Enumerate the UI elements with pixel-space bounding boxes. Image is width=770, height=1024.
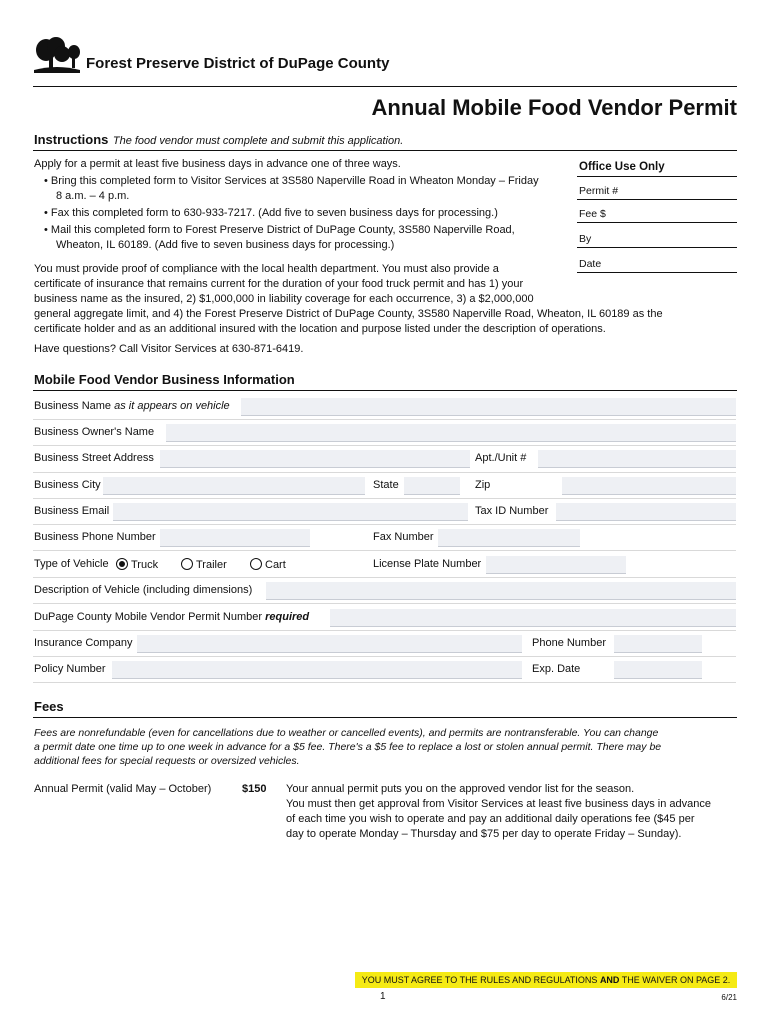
email-label: Business Email xyxy=(34,505,110,517)
vehicle-radio-trailer[interactable]: Trailer xyxy=(181,558,227,571)
tree-logo-icon xyxy=(32,36,82,76)
business-heading: Mobile Food Vendor Business Information xyxy=(34,372,295,387)
bullet-mail: • Mail this completed form to Forest Preserve District of DuPage County, 3S580 Naperville Road, xyxy=(44,224,515,236)
owner-name-label: Business Owner's Name xyxy=(34,426,155,438)
page-number: 1 xyxy=(380,991,386,1002)
instructions-heading: Instructions xyxy=(34,132,109,147)
radio-checked-icon xyxy=(116,558,128,570)
office-permit-field: Permit # xyxy=(577,177,737,200)
zip-label: Zip xyxy=(475,479,491,491)
insurance-phone-input[interactable] xyxy=(614,635,702,653)
insurance-paragraph: You must provide proof of compliance with the local health department. You must also provide a certificate of insurance that remains current for the duration of your food truck permit and has 1) your business name as the insured, 2) $1,000,000 in liability coverage for each occurrence, 3) a $2,000,000 general aggregate limit, and 4) the Forest Preserve District of DuPage County, 3S580 Naperville Road, Wheaton, IL 60189 as the certificate holder and as an additional insured with the location and purpose listed under the description of operations. Have questions? Call Visitor Services at 630-871-6419. xyxy=(34,262,734,357)
page-title: Annual Mobile Food Vendor Permit xyxy=(371,95,737,120)
state-label: State xyxy=(373,479,399,491)
office-use-box xyxy=(577,157,737,273)
annual-permit-description: Your annual permit puts you on the approved vendor list for the season. You must then get approval from Visitor Services at least five business days in advance of each time you wish to operate and pay an additional daily operations fee ($45 per day to operate Monday – Thursday and $75 per day to operate Friday – Sunday). xyxy=(286,783,711,840)
vehicle-type-label: Type of Vehicle xyxy=(34,558,109,570)
fax-input[interactable] xyxy=(438,529,580,547)
business-rule xyxy=(33,390,737,391)
instructions-body xyxy=(34,157,594,253)
business-name-input[interactable] xyxy=(241,398,736,416)
zip-input[interactable] xyxy=(562,477,736,495)
fees-rule xyxy=(33,717,737,718)
instructions-intro: Apply for a permit at least five business days in advance one of three ways. xyxy=(34,158,401,170)
agreement-notice: YOU MUST AGREE TO THE RULES AND REGULATIONS AND THE WAIVER ON PAGE 2. xyxy=(355,972,737,988)
exp-date-input[interactable] xyxy=(614,661,702,679)
license-plate-input[interactable] xyxy=(486,556,626,574)
instructions-rule xyxy=(33,150,737,151)
vehicle-description-input[interactable] xyxy=(266,582,736,600)
vehicle-description-label: Description of Vehicle (including dimensions) xyxy=(34,584,253,596)
county-permit-input[interactable] xyxy=(330,609,736,627)
fees-note: Fees are nonrefundable (even for cancellations due to weather or cancelled events), and permits are nontransferable. You can change a permit date one time up to one week in advance for a $5 fee. There's a $5 fee to replace a lost or stolen annual permit. There may be additional fees for special requests or oversized vehicles. xyxy=(34,727,662,767)
radio-icon xyxy=(250,558,262,570)
bullet-fax: • Fax this completed form to 630-933-7217. (Add five to seven business days for processing.) xyxy=(44,207,498,219)
bullet-visit-cont: 8 a.m. – 4 p.m. xyxy=(56,190,130,202)
policy-number-input[interactable] xyxy=(112,661,522,679)
tax-id-label: Tax ID Number xyxy=(475,505,549,517)
phone-label: Business Phone Number xyxy=(34,531,156,543)
office-date-field: Date xyxy=(577,248,737,273)
street-address-input[interactable] xyxy=(160,450,470,468)
business-name-label: Business Name as it appears on vehicle xyxy=(34,400,230,412)
bullet-visit: • Bring this completed form to Visitor Services at 3S580 Naperville Road in Wheaton Monday – Friday xyxy=(44,175,539,187)
instructions-subheading: The food vendor must complete and submit this application. xyxy=(112,135,404,147)
insurance-company-input[interactable] xyxy=(137,635,522,653)
city-label: Business City xyxy=(34,479,101,491)
apt-unit-label: Apt./Unit # xyxy=(475,452,527,464)
insurance-phone-label: Phone Number xyxy=(532,637,606,649)
instructions-heading-row xyxy=(34,131,403,149)
radio-icon xyxy=(181,558,193,570)
license-plate-label: License Plate Number xyxy=(373,558,482,570)
office-by-field: By xyxy=(577,223,737,248)
org-name: Forest Preserve District of DuPage County xyxy=(86,55,390,72)
city-input[interactable] xyxy=(103,477,365,495)
street-address-label: Business Street Address xyxy=(34,452,154,464)
state-input[interactable] xyxy=(404,477,460,495)
vehicle-radio-truck[interactable]: Truck xyxy=(116,558,158,571)
owner-name-input[interactable] xyxy=(166,424,736,442)
policy-number-label: Policy Number xyxy=(34,663,106,675)
insurance-company-label: Insurance Company xyxy=(34,637,133,649)
vehicle-radio-cart[interactable]: Cart xyxy=(250,558,286,571)
header-rule xyxy=(33,86,737,87)
office-fee-field: Fee $ xyxy=(577,200,737,223)
annual-permit-price: $150 xyxy=(242,783,267,795)
bullet-mail-cont: Wheaton, IL 60189. (Add five to seven business days for processing.) xyxy=(56,239,395,251)
annual-permit-label: Annual Permit (valid May – October) xyxy=(34,783,212,795)
questions-line: Have questions? Call Visitor Services at 630-871-6419. xyxy=(34,343,304,355)
apt-unit-input[interactable] xyxy=(538,450,736,468)
exp-date-label: Exp. Date xyxy=(532,663,581,675)
revision-date: 6/21 xyxy=(721,993,737,1002)
email-input[interactable] xyxy=(113,503,468,521)
phone-input[interactable] xyxy=(160,529,310,547)
county-permit-label: DuPage County Mobile Vendor Permit Number required xyxy=(34,611,310,623)
tax-id-input[interactable] xyxy=(556,503,736,521)
office-use-heading: Office Use Only xyxy=(577,157,737,177)
fax-label: Fax Number xyxy=(373,531,434,543)
fees-heading: Fees xyxy=(34,699,64,714)
